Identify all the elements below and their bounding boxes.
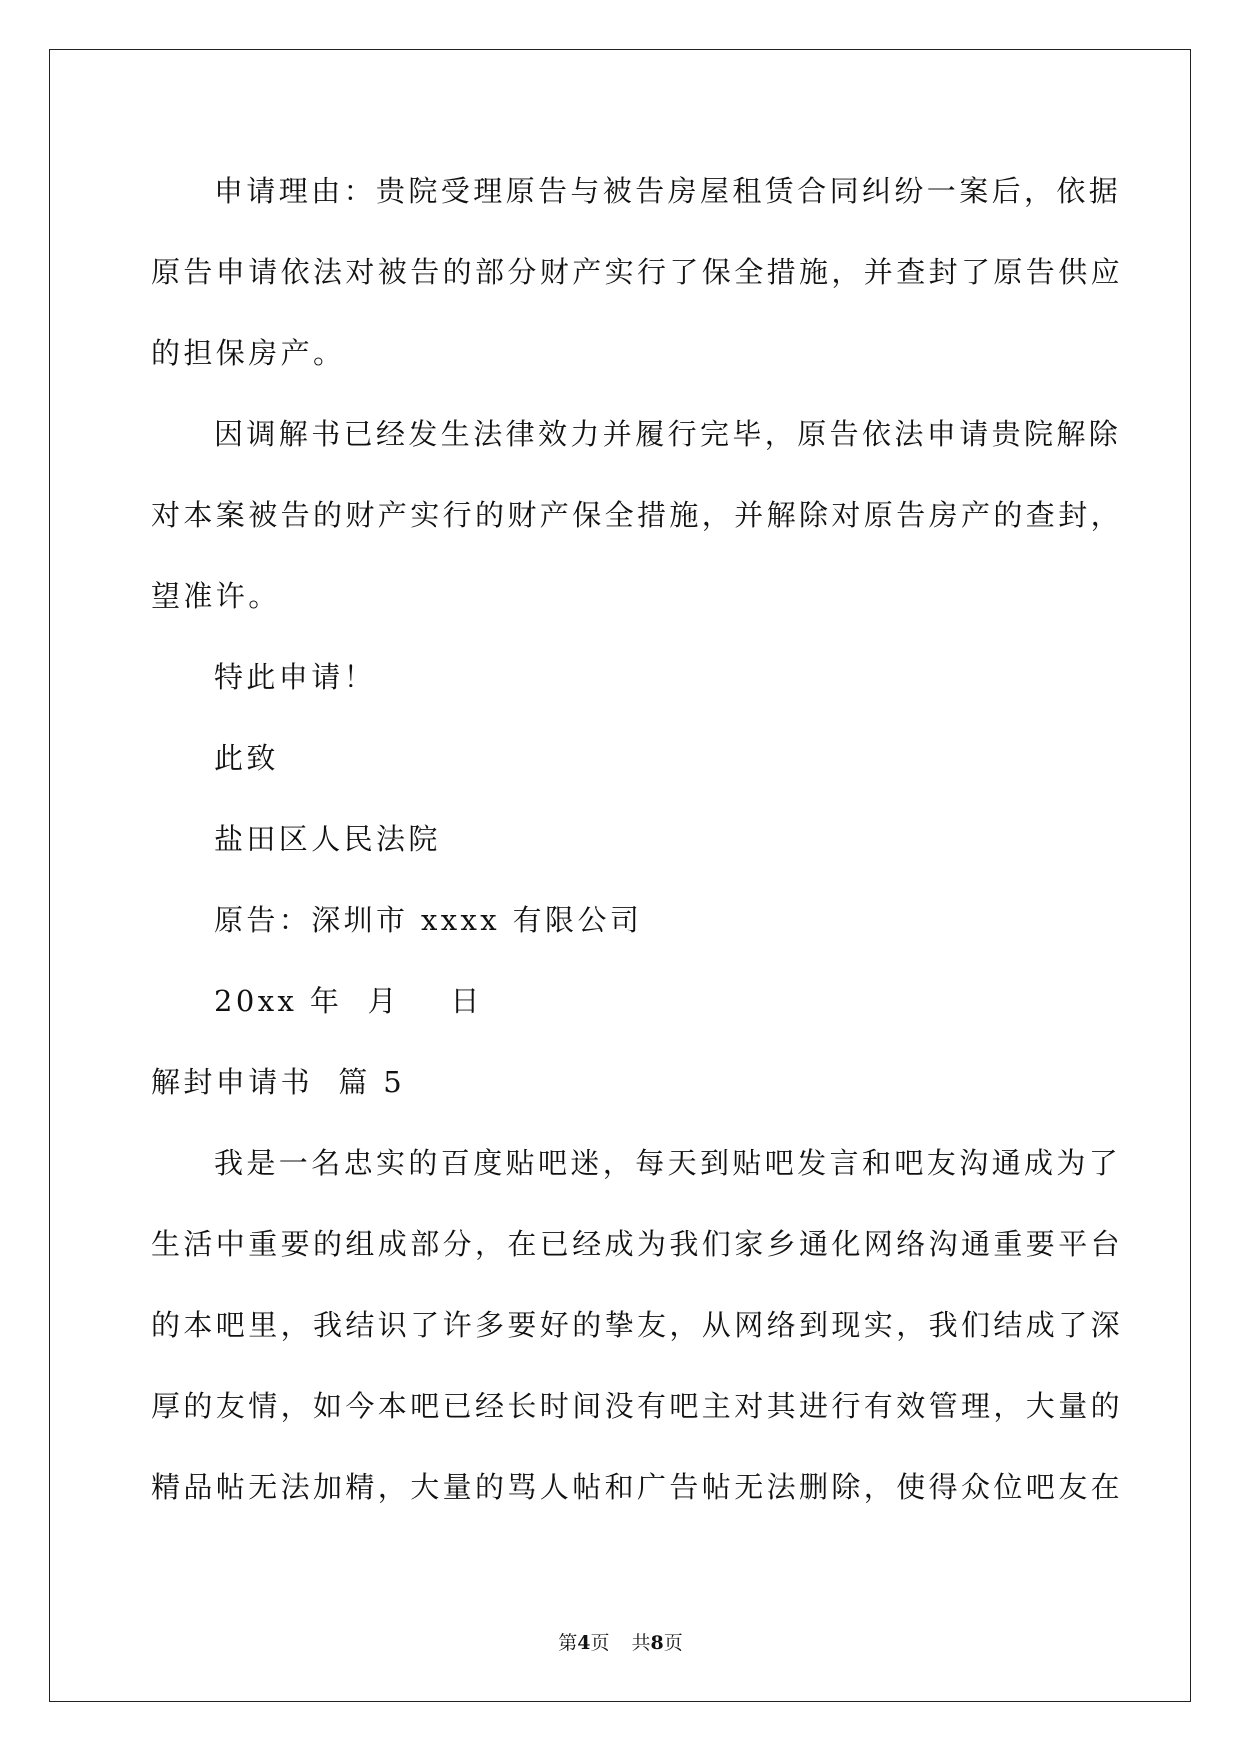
date-line: 20xx 年 月 日	[214, 984, 483, 1018]
paragraph-3-line-4: 厚的友情，如今本吧已经长时间没有吧主对其进行有效管理，大量的	[151, 1389, 1124, 1423]
total-unit: 页	[663, 1632, 683, 1654]
total-prefix: 共	[631, 1632, 651, 1654]
paragraph-2-line-2: 对本案被告的财产实行的财产保全措施，并解除对原告房产的查封，	[151, 498, 1124, 532]
page-footer	[0, 1631, 1241, 1655]
plaintiff: 原告：深圳市 xxxx 有限公司	[214, 903, 643, 937]
current-page-number: 4	[577, 1632, 591, 1654]
special-request: 特此申请！	[214, 660, 377, 694]
paragraph-1-line-3: 的担保房产。	[151, 336, 346, 370]
court-name: 盐田区人民法院	[214, 822, 441, 856]
paragraph-1-line-2: 原告申请依法对被告的部分财产实行了保全措施，并查封了原告供应	[151, 255, 1124, 289]
paragraph-3-line-5: 精品帖无法加精，大量的骂人帖和广告帖无法删除，使得众位吧友在	[151, 1470, 1124, 1504]
page-unit: 页	[590, 1632, 610, 1654]
page-prefix: 第	[558, 1632, 578, 1654]
salutation: 此致	[214, 741, 279, 775]
paragraph-1-line-1: 申请理由：贵院受理原告与被告房屋租赁合同纠纷一案后，依据	[214, 174, 1122, 208]
paragraph-2-line-3: 望准许。	[151, 579, 281, 613]
paragraph-3-line-1: 我是一名忠实的百度贴吧迷，每天到贴吧发言和吧友沟通成为了	[214, 1146, 1122, 1180]
page-border	[49, 49, 1191, 1702]
paragraph-2-line-1: 因调解书已经发生法律效力并履行完毕，原告依法申请贵院解除	[214, 417, 1122, 451]
paragraph-3-line-2: 生活中重要的组成部分，在已经成为我们家乡通化网络沟通重要平台	[151, 1227, 1124, 1261]
total-page-number: 8	[650, 1632, 664, 1654]
paragraph-3-line-3: 的本吧里，我结识了许多要好的挚友，从网络到现实，我们结成了深	[151, 1308, 1124, 1342]
section-heading: 解封申请书 篇 5	[151, 1065, 406, 1099]
